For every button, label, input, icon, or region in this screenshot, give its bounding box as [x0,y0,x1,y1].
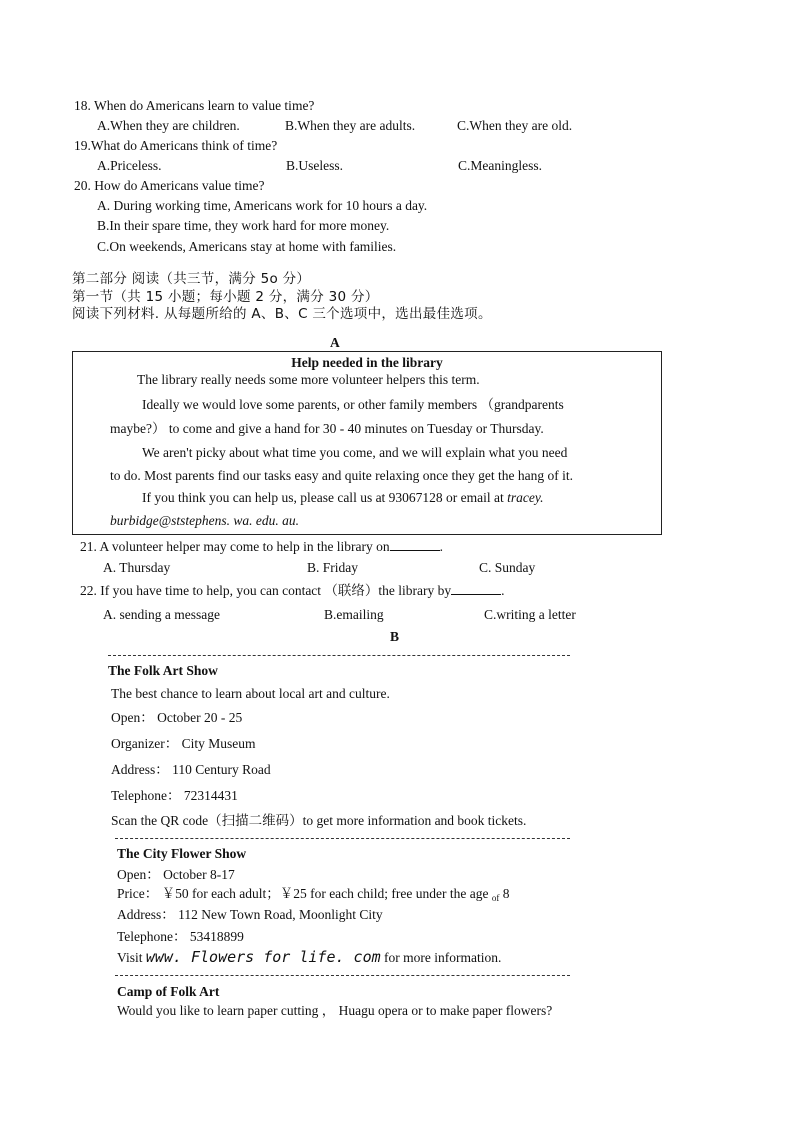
q18-option-a: A.When they are children. [97,118,240,133]
folk-art-show-address: Address： 110 Century Road [111,762,271,777]
q21-option-b: B. Friday [307,560,359,575]
q21-question-end: . [439,539,444,554]
passage-a-p4-line1 [142,489,544,507]
q18-option-c: C.When they are old. [457,118,573,133]
q21-option-a: A. Thursday [103,560,171,575]
q21-option-c: C. Sunday [479,560,536,575]
folk-art-show-scan: Scan the QR code（扫描二维码）to get more information and book tickets. [111,813,527,828]
section2-heading: 第二部分 阅读（共三节，满分 5o 分） [72,271,311,287]
q20-option-c: C.On weekends, Americans stay at home with families. [97,239,397,254]
q22-question-end: . [501,583,505,598]
q20-option-a: A. During working time, Americans work for 10 hours a day. [97,198,428,213]
divider-3 [115,975,570,976]
flower-show-visit [117,948,501,967]
q19-option-b: B.Useless. [286,158,343,173]
passage-a-email-part1: tracey. [507,490,544,505]
passage-a-p2-line1: Ideally we would love some parents, or other family members （grandparents [142,397,564,412]
folk-art-show-open: Open： October 20 - 25 [111,710,243,725]
q19-option-c: C.Meaningless. [458,158,542,173]
q21-question-line [80,538,443,556]
flower-show-website: www. Flowers for life. com [145,948,381,966]
passage-a-letter: A [330,335,340,350]
passage-a-p1: The library really needs some more volunteer helpers this term. [137,372,480,387]
passage-a-p3-line2: to do. Most parents find our tasks easy and quite relaxing once they get the hang of it. [110,468,574,483]
flower-show-visit-post: for more information. [384,950,502,965]
section2-subheading: 第一节（共 15 小题；每小题 2 分，满分 30 分） [72,289,379,305]
flower-show-price-of: of [491,893,500,903]
q22-option-a: A. sending a message [103,607,220,622]
flower-show-title: The City Flower Show [117,846,247,861]
folk-art-show-organizer: Organizer： City Museum [111,736,256,751]
folk-art-show-title: The Folk Art Show [108,663,218,678]
passage-a-p2-line2: maybe?） to come and give a hand for 30 - 40 minutes on Tuesday or Thursday. [110,421,544,436]
passage-a-p3-line1: We aren't picky about what time you come, and we will explain what you need [142,445,568,460]
camp-title: Camp of Folk Art [117,984,220,999]
q22-answer-blank [451,582,501,595]
flower-show-address: Address： 112 New Town Road, Moonlight City [117,907,383,922]
passage-a-email-part2: burbidge@ststephens. wa. edu. au. [110,513,300,528]
passage-b-letter: B [390,629,400,644]
q20-question: 20. How do Americans value time? [74,178,265,193]
q19-option-a: A.Priceless. [97,158,162,173]
folk-art-show-desc: The best chance to learn about local art and culture. [111,686,390,701]
q22-question: 22. If you have time to help, you can contact （联络）the library by [80,583,452,598]
q21-question: 21. A volunteer helper may come to help in the library on [80,539,390,554]
divider-1 [108,655,570,656]
q19-question: 19.What do Americans think of time? [74,138,278,153]
q22-option-c: C.writing a letter [484,607,576,622]
flower-show-price-text: Price： ￥50 for each adult；￥25 for each child; free under the age [117,886,489,901]
passage-a-title: Help needed in the library [291,355,443,370]
section2-instructions: 阅读下列材料. 从每题所给的 A、B、C 三个选项中，选出最佳选项。 [72,306,492,322]
flower-show-visit-pre: Visit [117,950,143,965]
q18-option-b: B.When they are adults. [285,118,416,133]
flower-show-price-age: 8 [502,886,510,901]
flower-show-telephone: Telephone： 53418899 [117,929,244,944]
folk-art-show-telephone: Telephone： 72314431 [111,788,238,803]
camp-desc: Would you like to learn paper cutting ， Huagu opera or to make paper flowers? [117,1003,553,1018]
flower-show-price [117,885,509,907]
q22-option-b: B.emailing [324,607,384,622]
q20-option-b: B.In their spare time, they work hard for more money. [97,218,390,233]
q21-answer-blank [390,538,440,551]
flower-show-open: Open： October 8-17 [117,867,235,882]
q18-question: 18. When do Americans learn to value time? [74,98,315,113]
q22-question-line [80,582,505,600]
divider-2 [115,838,570,839]
passage-a-p4-text: If you think you can help us, please call us at 93067128 or email at [142,490,504,505]
